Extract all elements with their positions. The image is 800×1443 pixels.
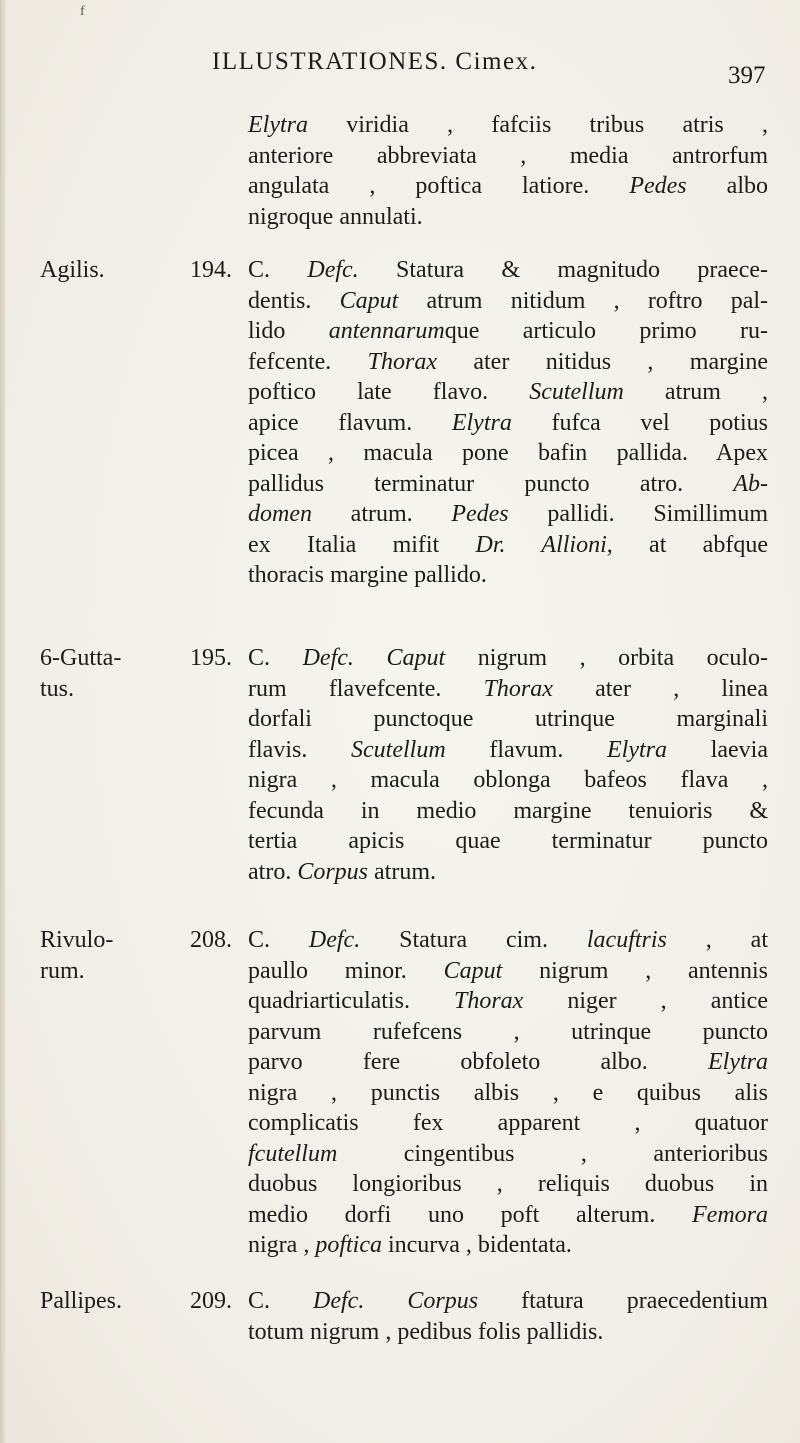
italic-term: Pedes [451, 501, 509, 527]
italic-term: Ab- [733, 470, 768, 497]
species-label-agilis: Agilis. [40, 257, 105, 283]
text-run: dorfali punctoque utrinque marginali [248, 706, 768, 732]
italic-term: Elytra [451, 409, 512, 436]
text-run: quadriarticulatis. [248, 988, 454, 1014]
italic-term: poftica [315, 1232, 382, 1258]
entry-paragraph-rivulorum [248, 925, 768, 1261]
text-line [248, 704, 768, 735]
text-line [248, 925, 768, 956]
italic-term: lacuftris [586, 927, 667, 953]
text-run: nigrum , antennis [502, 957, 768, 984]
text-run: flavum. [445, 736, 608, 763]
entry-paragraph-pallipes [248, 1286, 768, 1347]
text-line [248, 857, 768, 888]
italic-term: Scutellum [351, 736, 446, 763]
text-run: C. [248, 927, 309, 953]
italic-term: Thorax [483, 675, 553, 702]
text-run: thoracis margine pallido. [248, 562, 487, 588]
text-run: poftico late flavo. [248, 379, 530, 405]
italic-term: antennarum [328, 318, 445, 344]
text-line [248, 141, 768, 172]
text-line [248, 202, 768, 233]
text-run: rum flavefcente. [248, 675, 484, 702]
text-line [248, 643, 768, 674]
italic-term: Thorax [367, 348, 437, 375]
text-run: atrum. [368, 858, 436, 885]
text-run: flavis. [248, 736, 352, 763]
entry-number-195: 195. [190, 645, 232, 671]
text-run: C. [248, 1288, 314, 1314]
text-line [248, 255, 768, 286]
text-run: lido [248, 318, 329, 344]
text-run: laevia [667, 736, 768, 763]
text-run: parvo fere obfoleto albo. [248, 1049, 708, 1075]
text-run: nigra , [248, 1232, 316, 1258]
text-line [248, 469, 768, 500]
text-line [248, 1078, 768, 1109]
text-line [248, 408, 768, 439]
species-label-guttatus [40, 643, 121, 704]
text-run: ftatura praecedentium [478, 1288, 768, 1314]
text-line [248, 377, 768, 408]
species-label-rivulorum [40, 925, 113, 986]
text-run: pallidi. Simillimum [508, 501, 769, 527]
text-run: fufca vel potius [511, 409, 768, 436]
text-run: atrum , [623, 379, 768, 405]
text-line [248, 560, 768, 591]
text-line [248, 438, 768, 469]
text-run: C. [248, 257, 308, 283]
text-line [248, 1047, 768, 1078]
running-head: ILLUSTRATIONES. Cimex. [212, 48, 538, 75]
text-line [248, 1230, 768, 1261]
text-run: medio dorfi uno poft alterum. [248, 1201, 693, 1228]
entry-paragraph-agilis [248, 255, 768, 591]
italic-term: Caput [443, 957, 503, 984]
text-run: nigra , punctis albis , e quibus alis [248, 1079, 768, 1106]
text-run: fecunda in medio margine tenuioris & [248, 797, 768, 824]
text-run: niger , antice [523, 988, 768, 1014]
text-line [248, 796, 768, 827]
page-gutter-shadow [0, 0, 6, 1443]
text-run: viridia , fafciis tribus atris , [308, 112, 768, 138]
text-run: apice flavum. [248, 409, 452, 436]
text-run: atro. [248, 858, 298, 885]
text-line [248, 1169, 768, 1200]
text-run: duobus longioribus , reliquis duobus in [248, 1171, 768, 1197]
text-run: nigrum , orbita oculo- [445, 645, 768, 671]
corner-mark: f [80, 4, 85, 19]
text-line [248, 826, 768, 857]
text-line [248, 956, 768, 987]
text-line [248, 735, 768, 766]
text-run: ater , linea [552, 675, 768, 702]
text-line [248, 765, 768, 796]
text-line [248, 316, 768, 347]
text-run: anteriore abbreviata , media antrorfum [248, 142, 768, 169]
text-run: , at [666, 927, 768, 953]
text-line [248, 347, 768, 378]
page-number: 397 [728, 62, 766, 89]
text-run: paullo minor. [248, 957, 444, 984]
entry-paragraph-guttatus [248, 643, 768, 887]
text-line [248, 1139, 768, 1170]
species-label-line: tus. [40, 675, 75, 702]
italic-term: Caput [339, 287, 399, 314]
text-line [248, 286, 768, 317]
text-run: parvum rufefcens , utrinque puncto [248, 1018, 768, 1045]
text-run: ex Italia mifit [248, 531, 476, 558]
entry-number-194: 194. [190, 257, 232, 283]
text-line [248, 1200, 768, 1231]
text-run: picea , macula pone bafin pallida. Apex [248, 440, 768, 466]
text-run: C. [248, 645, 303, 671]
italic-term: Defc. Corpus [313, 1288, 479, 1314]
text-run: dentis. [248, 287, 340, 314]
text-run: , at abfque [606, 531, 768, 558]
text-line [248, 171, 768, 202]
text-run: atrum. [311, 501, 452, 527]
text-run: totum nigrum , pedibus folis pallidis. [248, 1318, 604, 1345]
italic-term: domen [248, 501, 312, 527]
italic-term: Defc. [307, 257, 359, 283]
text-line [248, 1286, 768, 1317]
text-run: nigroque annulati. [248, 203, 423, 230]
text-run: Statura cim. [360, 927, 587, 953]
text-line [248, 530, 768, 561]
text-line [248, 110, 768, 141]
italic-term: Pedes [629, 173, 687, 199]
italic-term: fcutellum [248, 1140, 338, 1167]
continuation-paragraph [248, 110, 768, 232]
italic-term: Elytra [248, 112, 308, 138]
entry-number-208: 208. [190, 927, 232, 953]
italic-term: Elytra [708, 1049, 768, 1075]
text-line [248, 986, 768, 1017]
text-run: complicatis fex apparent , quatuor [248, 1110, 768, 1136]
text-line [248, 1317, 768, 1348]
text-run: fefcente. [248, 348, 368, 375]
italic-term: Elytra [607, 736, 668, 763]
species-label-line: 6-Gutta- [40, 645, 122, 671]
text-line [248, 1017, 768, 1048]
text-run: cingentibus , anterioribus [337, 1140, 768, 1167]
text-run: nigra , macula oblonga bafeos flava , [248, 767, 768, 793]
italic-term: Corpus [297, 858, 368, 885]
species-label-pallipes: Pallipes. [40, 1288, 122, 1314]
text-line [248, 1108, 768, 1139]
text-run: tertia apicis quae terminatur puncto [248, 828, 768, 854]
italic-term: Defc. Caput [302, 645, 446, 671]
text-run: angulata , poftica latiore. [248, 173, 630, 199]
text-run: que articulo primo ru- [444, 318, 768, 344]
italic-term: Defc. [308, 927, 361, 953]
species-label-line: rum. [40, 957, 85, 984]
italic-term: Scutellum [529, 379, 624, 405]
text-line [248, 674, 768, 705]
text-line [248, 499, 768, 530]
text-run: incurva , bidentata. [381, 1232, 572, 1258]
italic-term: Femora [692, 1201, 768, 1228]
entry-number-209: 209. [190, 1288, 232, 1314]
text-run: albo [686, 173, 768, 199]
text-run: pallidus terminatur puncto atro. [248, 470, 734, 497]
italic-term: Dr. Allioni [475, 531, 607, 558]
italic-term: Thorax [453, 988, 524, 1014]
text-run: ater nitidus , margine [436, 348, 768, 375]
text-run: Statura & magnitudo praece- [358, 257, 768, 283]
species-label-line: Rivulo- [40, 927, 114, 953]
text-run: atrum nitidum , roftro pal- [398, 287, 769, 314]
